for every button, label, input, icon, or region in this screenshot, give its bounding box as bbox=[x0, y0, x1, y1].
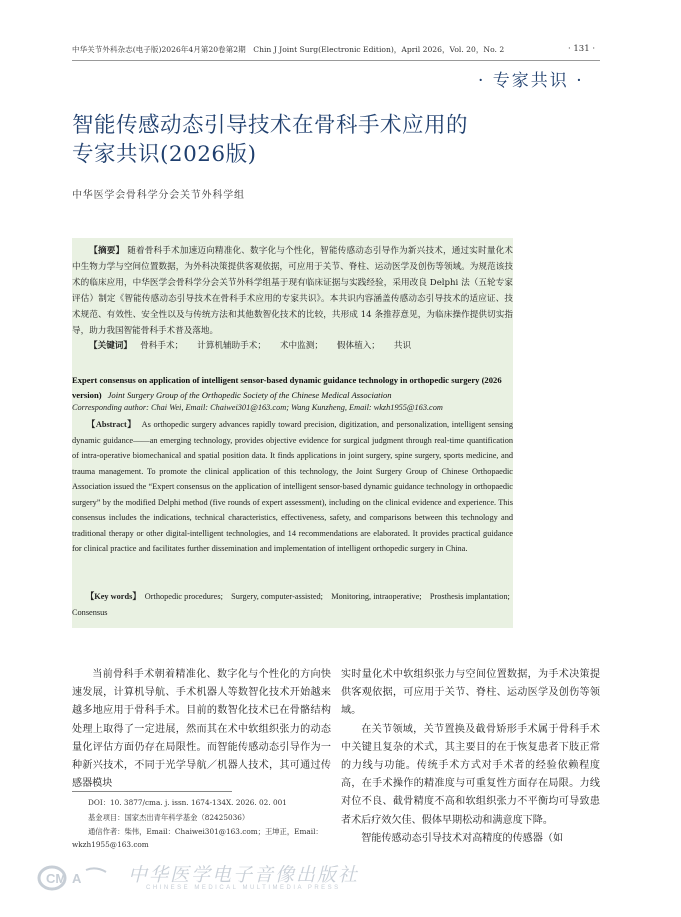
body-paragraph: 在关节领域，关节置换及截骨矫形手术属于骨科手术中关键且复杂的术式，其主要目的在于恢复患者下肢正常的力线与功能。传统手术方式对手术者的经验依赖程度高，在手术操作的精准度与可重复性方面存在局限。力线对位不良、截骨精度不高和软组织张力不平衡均可导致患者术后疗效欠佳、假体早期松动和满意度下降。 bbox=[341, 723, 600, 826]
abstract-label-cn: 【摘要】 bbox=[89, 246, 125, 256]
keywords-label-en: 【Key words】 bbox=[86, 592, 141, 601]
keywords-en bbox=[72, 589, 519, 620]
footnote-doi: DOI：10. 3877/cma. j. issn. 1674-134X. 2026. 02. 001 bbox=[88, 798, 287, 807]
body-paragraph: 当前骨科手术朝着精准化、数字化与个性化的方向快速发展，计算机导航、手术机器人等数智化技术开始越来越多地应用于骨科手术。目前的数智化技术已在骨骼结构处理上取得了一定进展，然而其在术中软组织张力的动态量化评估方面仍存在局限性。而智能传感动态引导作为一种新兴技术，不同于光学导航／机器人技术，其可通过传感器模块 bbox=[72, 669, 331, 790]
english-corresponding: Corresponding author: Chai Wei, Email: Chaiwei301@163.com; Wang Kunzheng, Email: wkzh1955@163.com bbox=[72, 403, 443, 412]
publisher-name-en: CHINESE MEDICAL MULTIMEDIA PRESS bbox=[146, 885, 341, 891]
abstract-label-en: 【Abstract】 bbox=[86, 420, 137, 429]
footnote-rule bbox=[72, 791, 232, 792]
body-paragraph: 实时量化术中软组织张力与空间位置数据，为手术决策提供客观依据，可应用于关节、脊柱、运动医学及创伤等领域。 bbox=[341, 669, 600, 717]
running-header: 中华关节外科杂志(电子版)2026年4月第20卷第2期 Chin J Joint Surg(Electronic Edition)，April 2026，Vol. 20，No. 2 bbox=[72, 45, 505, 54]
keywords-text-en: Orthopedic procedures; Surgery, computer-assisted; Monitoring, intraoperative; Prosthesis implantation; Consensus bbox=[72, 592, 519, 617]
footnote-fund: 基金项目：国家杰出青年科学基金（82425036） bbox=[88, 812, 250, 822]
english-title-text: Expert consensus on application of intelligent sensor-based dynamic guidance technology in orthopedic surgery (2026 version) bbox=[72, 375, 502, 400]
footnote-corresponding: 通信作者：柴伟，Email：Chaiwei301@163.com；王坤正，Email： bbox=[88, 827, 323, 837]
authors: 中华医学会骨科学分会关节外科学组 bbox=[72, 190, 245, 201]
footnotes bbox=[88, 796, 334, 840]
body-column-left bbox=[72, 666, 331, 793]
body-paragraph: 智能传感动态引导技术对高精度的传感器（如 bbox=[361, 832, 564, 844]
publisher-name-cn: 中华医学电子音像出版社 bbox=[128, 864, 360, 886]
page-number: · 131 · bbox=[568, 44, 596, 54]
keywords-cn bbox=[72, 339, 513, 351]
title-line-1: 智能传感动态引导技术在骨科手术应用的 bbox=[72, 113, 469, 138]
footnote-email-continued: wkzh1955@163.com bbox=[72, 840, 149, 849]
abstract-text-cn: 随着骨科手术加速迈向精准化、数字化与个性化，智能传感动态引导作为新兴技术，通过实时量化术中生物力学与空间位置数据，为外科决策提供客观依据，可应用于关节、脊柱、运动医学及创伤等领域。为规范该技术的临床应用，中华医学会骨科学分会关节外科学组基于现有临床证据与实践经验，采用改良 Delphi 法（五轮专家评估）制定《智能传感动态引导技术在骨科手术应用的专家共识》。本共识内容涵盖传感动态引导技术的适应证、技术规范、有效性、安全性以及与传统方法和其他数智化技术的比较，共形成 14 条推荐意见，为临床操作提供切实指导，助力我国智能骨科手术普及落地。 bbox=[72, 246, 513, 337]
svg-text:A: A bbox=[72, 871, 82, 886]
keyword-cn: 假体植入； bbox=[336, 341, 380, 351]
keyword-cn: 计算机辅助手术； bbox=[197, 341, 266, 351]
english-group: Joint Surgery Group of the Orthopedic Society of the Chinese Medical Association bbox=[107, 390, 392, 400]
abstract-text-en: As orthopedic surgery advances rapidly toward precision, digitization, and personalization, intelligent sensing dynamic guidance——an emerging technology, provides objective evidence for surgical judgment through real-time quantification of intra-operative biomechanical and spatial position data. It finds applications in joint surgery, spine surgery, sports medicine, and trauma management. To promote the clinical application of this technology, the Joint Surgery Group of Chinese Orthopaedic Association issued the “Expert consensus on the application of intelligent sensor-based dynamic guidance technology in orthopaedic surgery” by the modified Delphi method (five rounds of expert assessment), including on the clinical evidence and experience. This consensus includes the indications, technical characteristics, effectiveness, safety, and comparisons between this technology and traditional therapy or other digital-intelligent technologies, and 14 recommendations are elaborated. It provides practical guidance for clinical practice and facilitates further dissemination and implementation of intelligent orthopedic surgery in China. bbox=[72, 420, 514, 554]
keyword-cn: 骨科手术； bbox=[140, 341, 184, 351]
keyword-cn: 术中监测； bbox=[279, 341, 323, 351]
english-title bbox=[72, 373, 513, 403]
title-line-2: 专家共识(2026版) bbox=[72, 142, 257, 167]
header-rule bbox=[72, 60, 600, 61]
body-column-right bbox=[341, 666, 600, 848]
english-abstract bbox=[72, 417, 513, 557]
article-title bbox=[72, 111, 468, 169]
section-tag: · 专家共识 · bbox=[478, 71, 584, 91]
svg-text:CM: CM bbox=[46, 871, 67, 886]
chinese-abstract bbox=[72, 243, 513, 340]
keywords-label-cn: 【关键词】 bbox=[89, 341, 132, 351]
cma-logo-icon bbox=[36, 862, 136, 892]
keyword-cn: 共识 bbox=[393, 341, 412, 351]
